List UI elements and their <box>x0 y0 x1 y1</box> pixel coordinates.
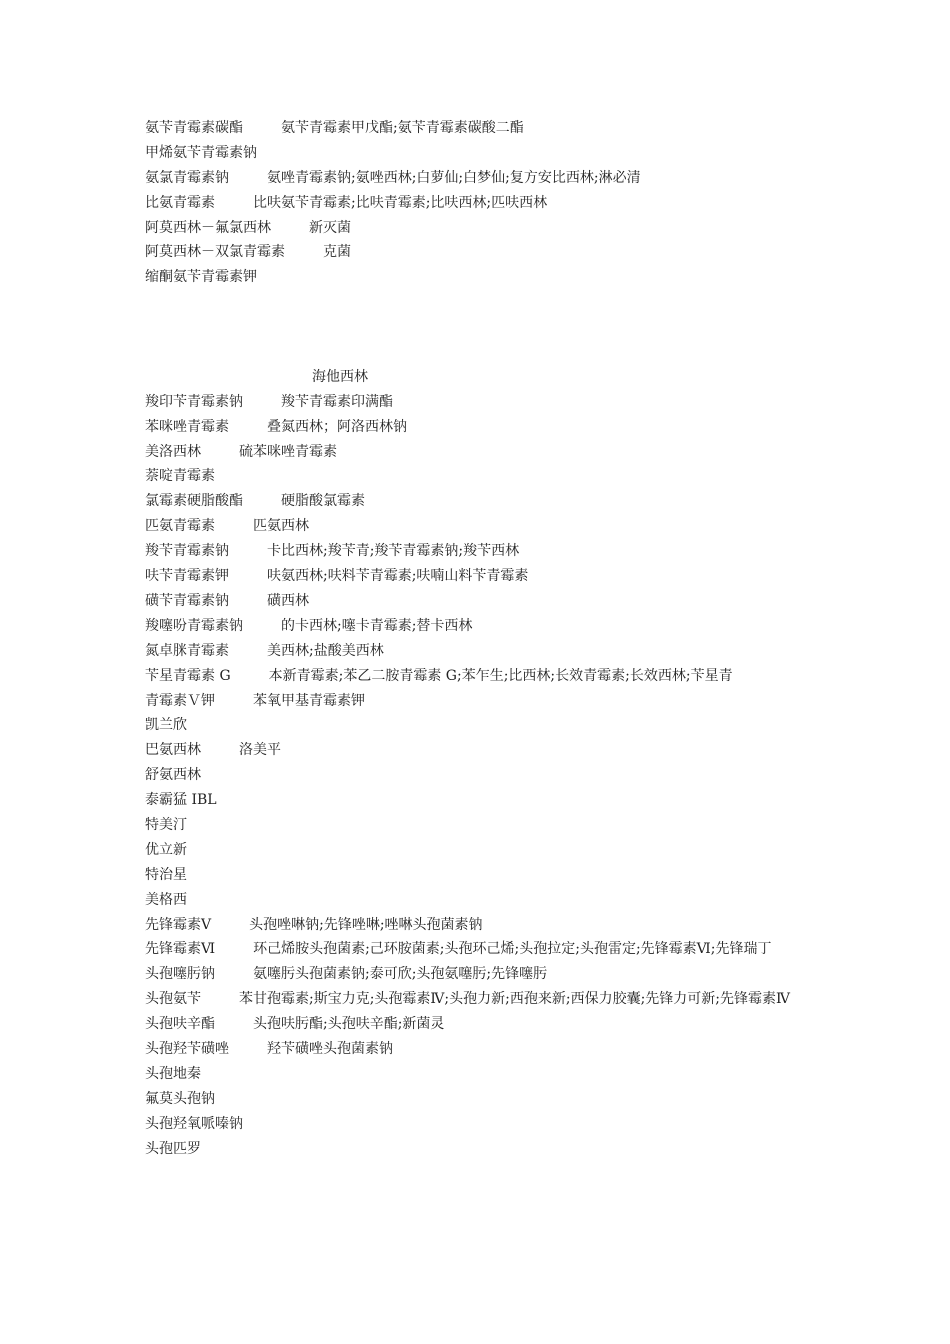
drug-entry-line <box>145 1062 815 1087</box>
drug-name: 羧苄青霉素钠 <box>145 543 229 560</box>
drug-entry-line <box>145 937 815 962</box>
drug-name: 头孢呋辛酯 <box>145 1016 215 1033</box>
drug-name: 特美汀 <box>145 816 187 833</box>
drug-name: 泰霸猛 IBL <box>145 792 217 809</box>
drug-entry-line <box>145 564 815 589</box>
drug-name: 先锋霉素Ⅴ <box>145 916 212 933</box>
drug-synonyms: 羟苄磺唑头孢菌素钠 <box>267 1041 393 1057</box>
drug-synonyms: 头孢唑啉钠;先锋唑啉;唑啉头孢菌素钠 <box>249 916 483 933</box>
drug-synonyms: 氨噻肟头孢菌素钠;泰可欣;头孢氨噻肟;先锋噻肟 <box>253 966 548 983</box>
drug-name: 头孢噻肟钠 <box>145 966 215 983</box>
drug-entry-line <box>145 216 815 241</box>
drug-entry-line <box>145 191 815 216</box>
drug-entry-line <box>145 913 815 938</box>
drug-entry-line <box>145 1112 815 1137</box>
drug-entry-line <box>145 888 815 913</box>
drug-name: 青霉素Ｖ钾 <box>145 692 215 709</box>
drug-entry-line <box>145 863 815 888</box>
drug-entry-line <box>145 738 815 763</box>
drug-name: 苄星青霉素 G <box>145 667 231 684</box>
drug-name: 苯咪唑青霉素 <box>145 418 229 435</box>
drug-name: 氯霉素硬脂酸酯 <box>145 493 243 510</box>
drug-entry-line <box>145 539 815 564</box>
drug-entry-line <box>145 390 815 415</box>
drug-name: 阿莫西林－双氯青霉素 <box>145 244 285 261</box>
drug-entry-line <box>145 116 815 141</box>
drug-name: 特治星 <box>145 866 187 883</box>
section-heading: 海他西林 <box>312 368 368 385</box>
drug-synonyms: 硫苯咪唑青霉素 <box>239 443 337 460</box>
drug-synonyms: 头孢呋肟酯;头孢呋辛酯;新菌灵 <box>253 1016 445 1033</box>
drug-name: 头孢匹罗 <box>145 1140 201 1157</box>
drug-name: 头孢羟苄磺唑 <box>145 1041 229 1057</box>
drug-entry-line <box>145 689 815 714</box>
section-gap <box>145 290 815 365</box>
drug-synonyms: 叠氮西林；阿洛西林钠 <box>267 418 407 435</box>
drug-synonyms: 呋氨西林;呋料苄青霉素;呋喃山料苄青霉素 <box>267 568 529 585</box>
drug-entry-line <box>145 614 815 639</box>
drug-entry-line <box>145 962 815 987</box>
drug-synonyms: 氨唑青霉素钠;氨唑西林;白萝仙;白梦仙;复方安比西林;淋必清 <box>267 169 641 186</box>
drug-name: 头孢地秦 <box>145 1065 201 1082</box>
drug-entry-line <box>145 240 815 265</box>
drug-name: 氮卓脒青霉素 <box>145 642 229 659</box>
drug-name: 凯兰欣 <box>145 717 187 734</box>
drug-synonyms: 卡比西林;羧苄青;羧苄青霉素钠;羧苄西林 <box>267 543 520 560</box>
drug-name: 巴氨西林 <box>145 742 201 759</box>
drug-entry-line <box>145 166 815 191</box>
drug-name: 头孢羟氧哌嗪钠 <box>145 1115 243 1132</box>
drug-entry-line <box>145 813 815 838</box>
drug-entry-line <box>145 440 815 465</box>
drug-synonyms: 本新青霉素;苯乙二胺青霉素 G;苯乍生;比西林;长效青霉素;长效西林;苄星青 <box>268 667 733 684</box>
drug-entry-line <box>145 415 815 440</box>
drug-synonyms: 羧苄青霉素印满酯 <box>281 393 393 410</box>
drug-entry-line <box>145 1137 815 1162</box>
drug-name: 阿莫西林－氟氯西林 <box>145 219 271 236</box>
drug-synonyms: 苯氧甲基青霉素钾 <box>253 692 365 709</box>
drug-entry-line <box>145 1087 815 1112</box>
drug-name: 羧噻吩青霉素钠 <box>145 617 243 634</box>
drug-name: 甲烯氨苄青霉素钠 <box>145 144 257 161</box>
drug-entry-line <box>145 141 815 166</box>
drug-synonyms: 匹氨西林 <box>253 518 309 535</box>
drug-synonyms: 美西林;盐酸美西林 <box>267 642 384 659</box>
document-page <box>145 116 815 1161</box>
drug-name: 氟莫头孢钠 <box>145 1090 215 1107</box>
drug-entry-line <box>145 464 815 489</box>
drug-synonyms: 硬脂酸氯霉素 <box>281 493 365 510</box>
drug-entry-line <box>145 713 815 738</box>
drug-entry-line <box>145 664 815 689</box>
drug-name: 磺苄青霉素钠 <box>145 592 229 609</box>
drug-synonyms: 磺西林 <box>267 592 309 609</box>
drug-name: 美格西 <box>145 891 187 908</box>
drug-list-section-1 <box>145 116 815 290</box>
drug-name: 美洛西林 <box>145 443 201 460</box>
drug-entry-line <box>145 589 815 614</box>
drug-synonyms: 氨苄青霉素甲戊酯;氨苄青霉素碳酸二酯 <box>281 120 524 136</box>
drug-name: 优立新 <box>145 841 187 858</box>
drug-synonyms: 洛美平 <box>239 742 281 759</box>
drug-name: 比氨青霉素 <box>145 194 215 211</box>
drug-synonyms: 环己烯胺头孢菌素;己环胺菌素;头孢环己烯;头孢拉定;头孢雷定;先锋霉素Ⅵ;先锋瑞丁 <box>253 941 772 958</box>
drug-synonyms: 新灭菌 <box>309 219 351 236</box>
drug-entry-line <box>145 514 815 539</box>
drug-entry-line <box>145 639 815 664</box>
drug-entry-line <box>145 838 815 863</box>
drug-synonyms: 苯甘孢霉素;斯宝力克;头孢霉素Ⅳ;头孢力新;西孢来新;西保力胶囊;先锋力可新;先锋霉素Ⅳ <box>239 991 790 1008</box>
drug-synonyms: 的卡西林;噻卡青霉素;替卡西林 <box>281 617 473 634</box>
drug-name: 舒氨西林 <box>145 767 201 784</box>
drug-entry-line <box>145 265 815 290</box>
drug-name: 先锋霉素Ⅵ <box>145 941 216 958</box>
drug-synonyms: 克菌 <box>323 244 351 261</box>
drug-entry-line <box>145 763 815 788</box>
drug-name: 氨苄青霉素碳酯 <box>145 120 243 136</box>
drug-name: 萘啶青霉素 <box>145 468 215 485</box>
drug-name: 氨氯青霉素钠 <box>145 169 229 186</box>
drug-entry-line <box>145 1012 815 1037</box>
drug-name: 匹氨青霉素 <box>145 518 215 535</box>
drug-name: 头孢氨苄 <box>145 991 201 1008</box>
drug-name: 缩酮氨苄青霉素钾 <box>145 269 257 286</box>
drug-name: 呋苄青霉素钾 <box>145 568 229 585</box>
drug-entry-line <box>145 489 815 514</box>
drug-entry-line <box>145 987 815 1012</box>
drug-name: 羧印苄青霉素钠 <box>145 393 243 410</box>
drug-list-section-2 <box>145 390 815 1162</box>
drug-entry-line <box>145 788 815 813</box>
drug-entry-line <box>145 1037 815 1062</box>
drug-synonyms: 比呋氨苄青霉素;比呋青霉素;比呋西林;匹呋西林 <box>253 194 548 211</box>
